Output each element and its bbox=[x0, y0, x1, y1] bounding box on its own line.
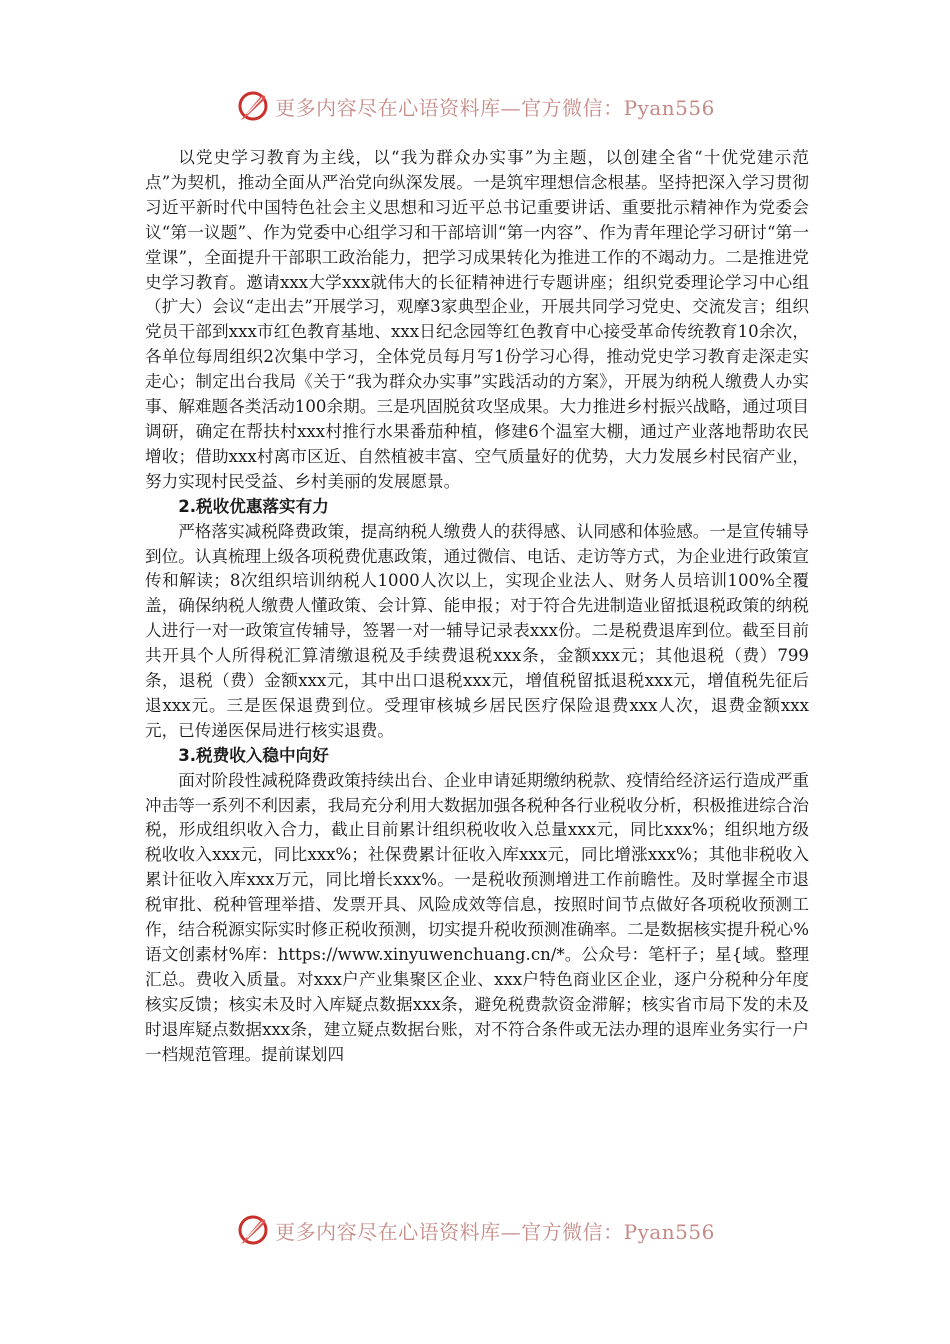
paragraph-tax-revenue: 面对阶段性减税降费政策持续出台、企业申请延期缴纳税款、疫情给经济运行造成严重冲击等一系列不利因素，我局充分利用大数据加强各税种各行业税收分析，积极推进综合治税，形成组织收入合力，截止目前累计组织税收收入总量xxx元，同比xxx%；组织地方级税收收入xxx元，同比xxx%；社保费累计征收入库xxx元，同比增涨xxx%；其他非税收入累计征收入库xxx万元，同比增长xxx%。一是税收预测增进工作前瞻性。及时掌握全市退税审批、税种管理举措、发票开具、风险成效等信息，按照时间节点做好各项税收预测工作，结合税源实际实时修正税收预测，切实提升税收预测准确率。二是数据核实提升税心%语文创素材%库：https://www.xinyuwenchuang.cn/*。公众号：笔杆子；星{域。整理汇总。费收入质量。对xxx户产业集聚区企业、xxx户特色商业区企业，逐户分税种分年度核实反馈；核实未及时入库疑点数据xxx条，避免税费款资金滞解；核实省市局下发的未及时退库疑点数据xxx条，建立疑点数据台账，对不符合条件或无法办理的退库业务实行一户一档规范管理。提前谋划四 bbox=[145, 770, 809, 1064]
watermark-text: 更多内容尽在心语资料库—官方微信：Pyan556 bbox=[275, 1219, 715, 1244]
paragraph-tax-preferences: 严格落实减税降费政策，提高纳税人缴费人的获得感、认同感和体验感。一是宣传辅导到位。认真梳理上级各项税费优惠政策，通过微信、电话、走访等方式，为企业进行政策宣传和解读；8次组织培训纳税人1000人次以上，实现企业法人、财务人员培训100%全覆盖，确保纳税人缴费人懂政策、会计算、能申报；对于符合先进制造业留抵退税政策的纳税人进行一对一政策宣传辅导，签署一对一辅导记录表xxx份。二是税费退库到位。截至目前共开具个人所得税汇算清缴退税及手续费退税xxx条，金额xxx元；其他退税（费）799条，退税（费）金额xxx元，其中出口退税xxx元，增值税留抵退税xxx元，增值税先征后退xxx元。三是医保退费到位。受理审核城乡居民医疗保险退费xxx人次，退费金额xxx元，已传递医保局进行核实退费。 bbox=[145, 521, 809, 740]
document-body bbox=[145, 146, 809, 1068]
header-watermark bbox=[0, 86, 950, 126]
feather-pen-logo-icon bbox=[235, 1212, 271, 1248]
paragraph-party-building: 以党史学习教育为主线，以“我为群众办实事”为主题，以创建全省“十优党建示范点”为契机，推动全面从严治党向纵深发展。一是筑牢理想信念根基。坚持把深入学习贯彻习近平新时代中国特色社会主义思想和习近平总书记重要讲话、重要批示精神作为党委会议“第一议题”、作为党委中心组学习和干部培训“第一内容”、作为青年理论学习研讨“第一堂课”，全面提升干部职工政治能力，把学习成果转化为推进工作的不竭动力。二是推进党史学习教育。邀请xxx大学xxx就伟大的长征精神进行专题讲座；组织党委理论学习中心组（扩大）会议“走出去”开展学习，观摩3家典型企业，开展共同学习党史、交流发言；组织党员干部到xxx市红色教育基地、xxx日纪念园等红色教育中心接受革命传统教育10余次，各单位每周组织2次集中学习，全体党员每月写1份学习心得，推动党史学习教育走深走实走心；制定出台我局《关于“我为群众办实事”实践活动的方案》，开展为纳税人缴费人办实事、解难题各类活动100余期。三是巩固脱贫攻坚成果。大力推进乡村振兴战略，通过项目调研，确定在帮扶村xxx村推行水果番茄种植，修建6个温室大棚，通过产业落地帮助农民增收；借助xxx村离市区近、自然植被丰富、空气质量好的优势，大力发展乡村民宿产业，努力实现村民受益、乡村美丽的发展愿景。 bbox=[145, 148, 809, 491]
feather-pen-logo-icon bbox=[235, 88, 271, 124]
watermark-text: 更多内容尽在心语资料库—官方微信：Pyan556 bbox=[275, 95, 715, 120]
heading-tax-preferences: 2.税收优惠落实有力 bbox=[178, 496, 329, 516]
heading-tax-revenue: 3.税费收入稳中向好 bbox=[178, 745, 329, 765]
footer-watermark bbox=[0, 1210, 950, 1250]
